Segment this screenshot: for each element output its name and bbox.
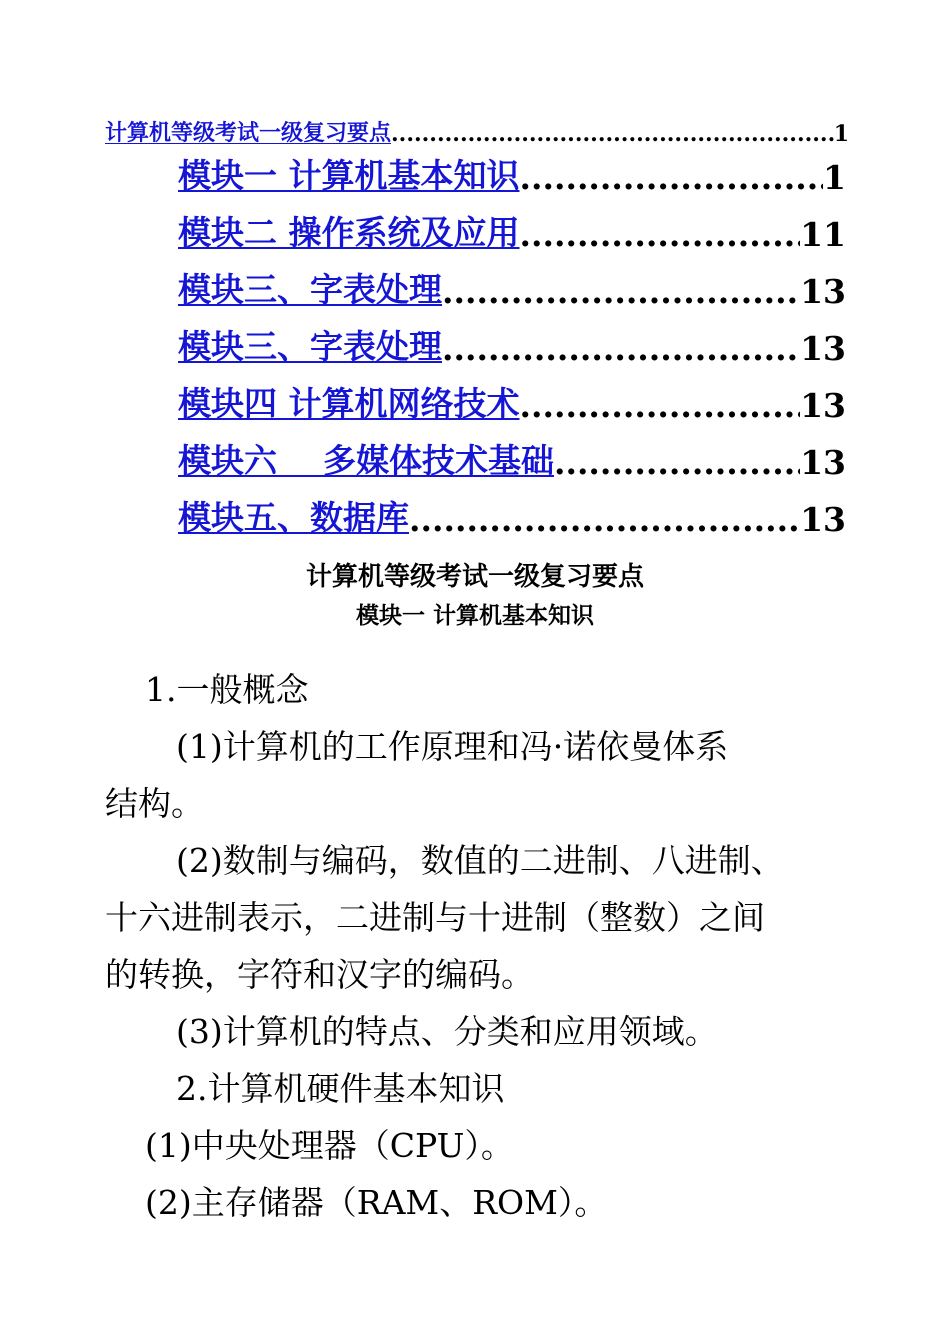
toc-entry[interactable] [178,492,846,539]
toc-entry[interactable] [178,207,846,254]
paragraph: 2.计算机硬件基本知识 [176,1069,505,1108]
paragraph: (1)中央处理器（CPU）。 [145,1126,514,1165]
toc-entry[interactable] [178,321,846,368]
toc-page-number: 13 [800,443,846,482]
toc-link[interactable]: 计算机等级考试一级复习要点 [105,120,392,146]
paragraph: (1)计算机的工作原理和冯·诺依曼体系 [176,727,729,766]
toc-link[interactable]: 模块六 多媒体技术基础 [178,441,554,480]
toc-page-number: 13 [800,272,846,311]
toc-link[interactable]: 模块一 计算机基本知识 [178,156,520,195]
toc-leader-dots [409,500,800,539]
toc-leader-dots [520,158,824,197]
toc-link[interactable]: 模块五、数据库 [178,498,409,537]
toc-entry[interactable] [178,378,846,425]
paragraph: (3)计算机的特点、分类和应用领域。 [176,1012,718,1051]
toc-leader-dots [520,386,801,425]
section-heading: 模块一 计算机基本知识 [355,602,594,629]
paragraph: 结构。 [105,784,204,823]
toc-page-number: 1 [833,121,849,147]
toc-leader-dots [391,121,834,147]
toc-entry[interactable] [178,435,846,482]
toc-entry[interactable] [178,264,846,311]
toc-leader-dots [554,443,800,482]
toc-entry[interactable] [178,150,846,197]
toc-page-number: 13 [800,329,846,368]
toc-link[interactable]: 模块三、字表处理 [178,327,442,366]
toc-page-number: 13 [800,386,846,425]
toc-page-number: 1 [823,158,846,197]
toc-leader-dots [442,329,800,368]
toc-entry[interactable] [105,116,849,147]
paragraph: (2)主存储器（RAM、ROM）。 [145,1183,608,1222]
paragraph: 的转换，字符和汉字的编码。 [105,955,534,994]
document-title: 计算机等级考试一级复习要点 [305,562,644,592]
paragraph: (2)数制与编码，数值的二进制、八进制、 [176,841,784,880]
toc-page-number: 13 [800,500,846,539]
toc-link[interactable]: 模块四 计算机网络技术 [178,384,520,423]
toc-link[interactable]: 模块三、字表处理 [178,270,442,309]
toc-leader-dots [442,272,800,311]
toc-link[interactable]: 模块二 操作系统及应用 [178,213,520,252]
paragraph: 1.一般概念 [145,670,309,709]
toc-leader-dots [520,215,801,254]
paragraph: 十六进制表示，二进制与十进制（整数）之间 [105,898,765,937]
toc-page-number: 11 [800,215,846,254]
